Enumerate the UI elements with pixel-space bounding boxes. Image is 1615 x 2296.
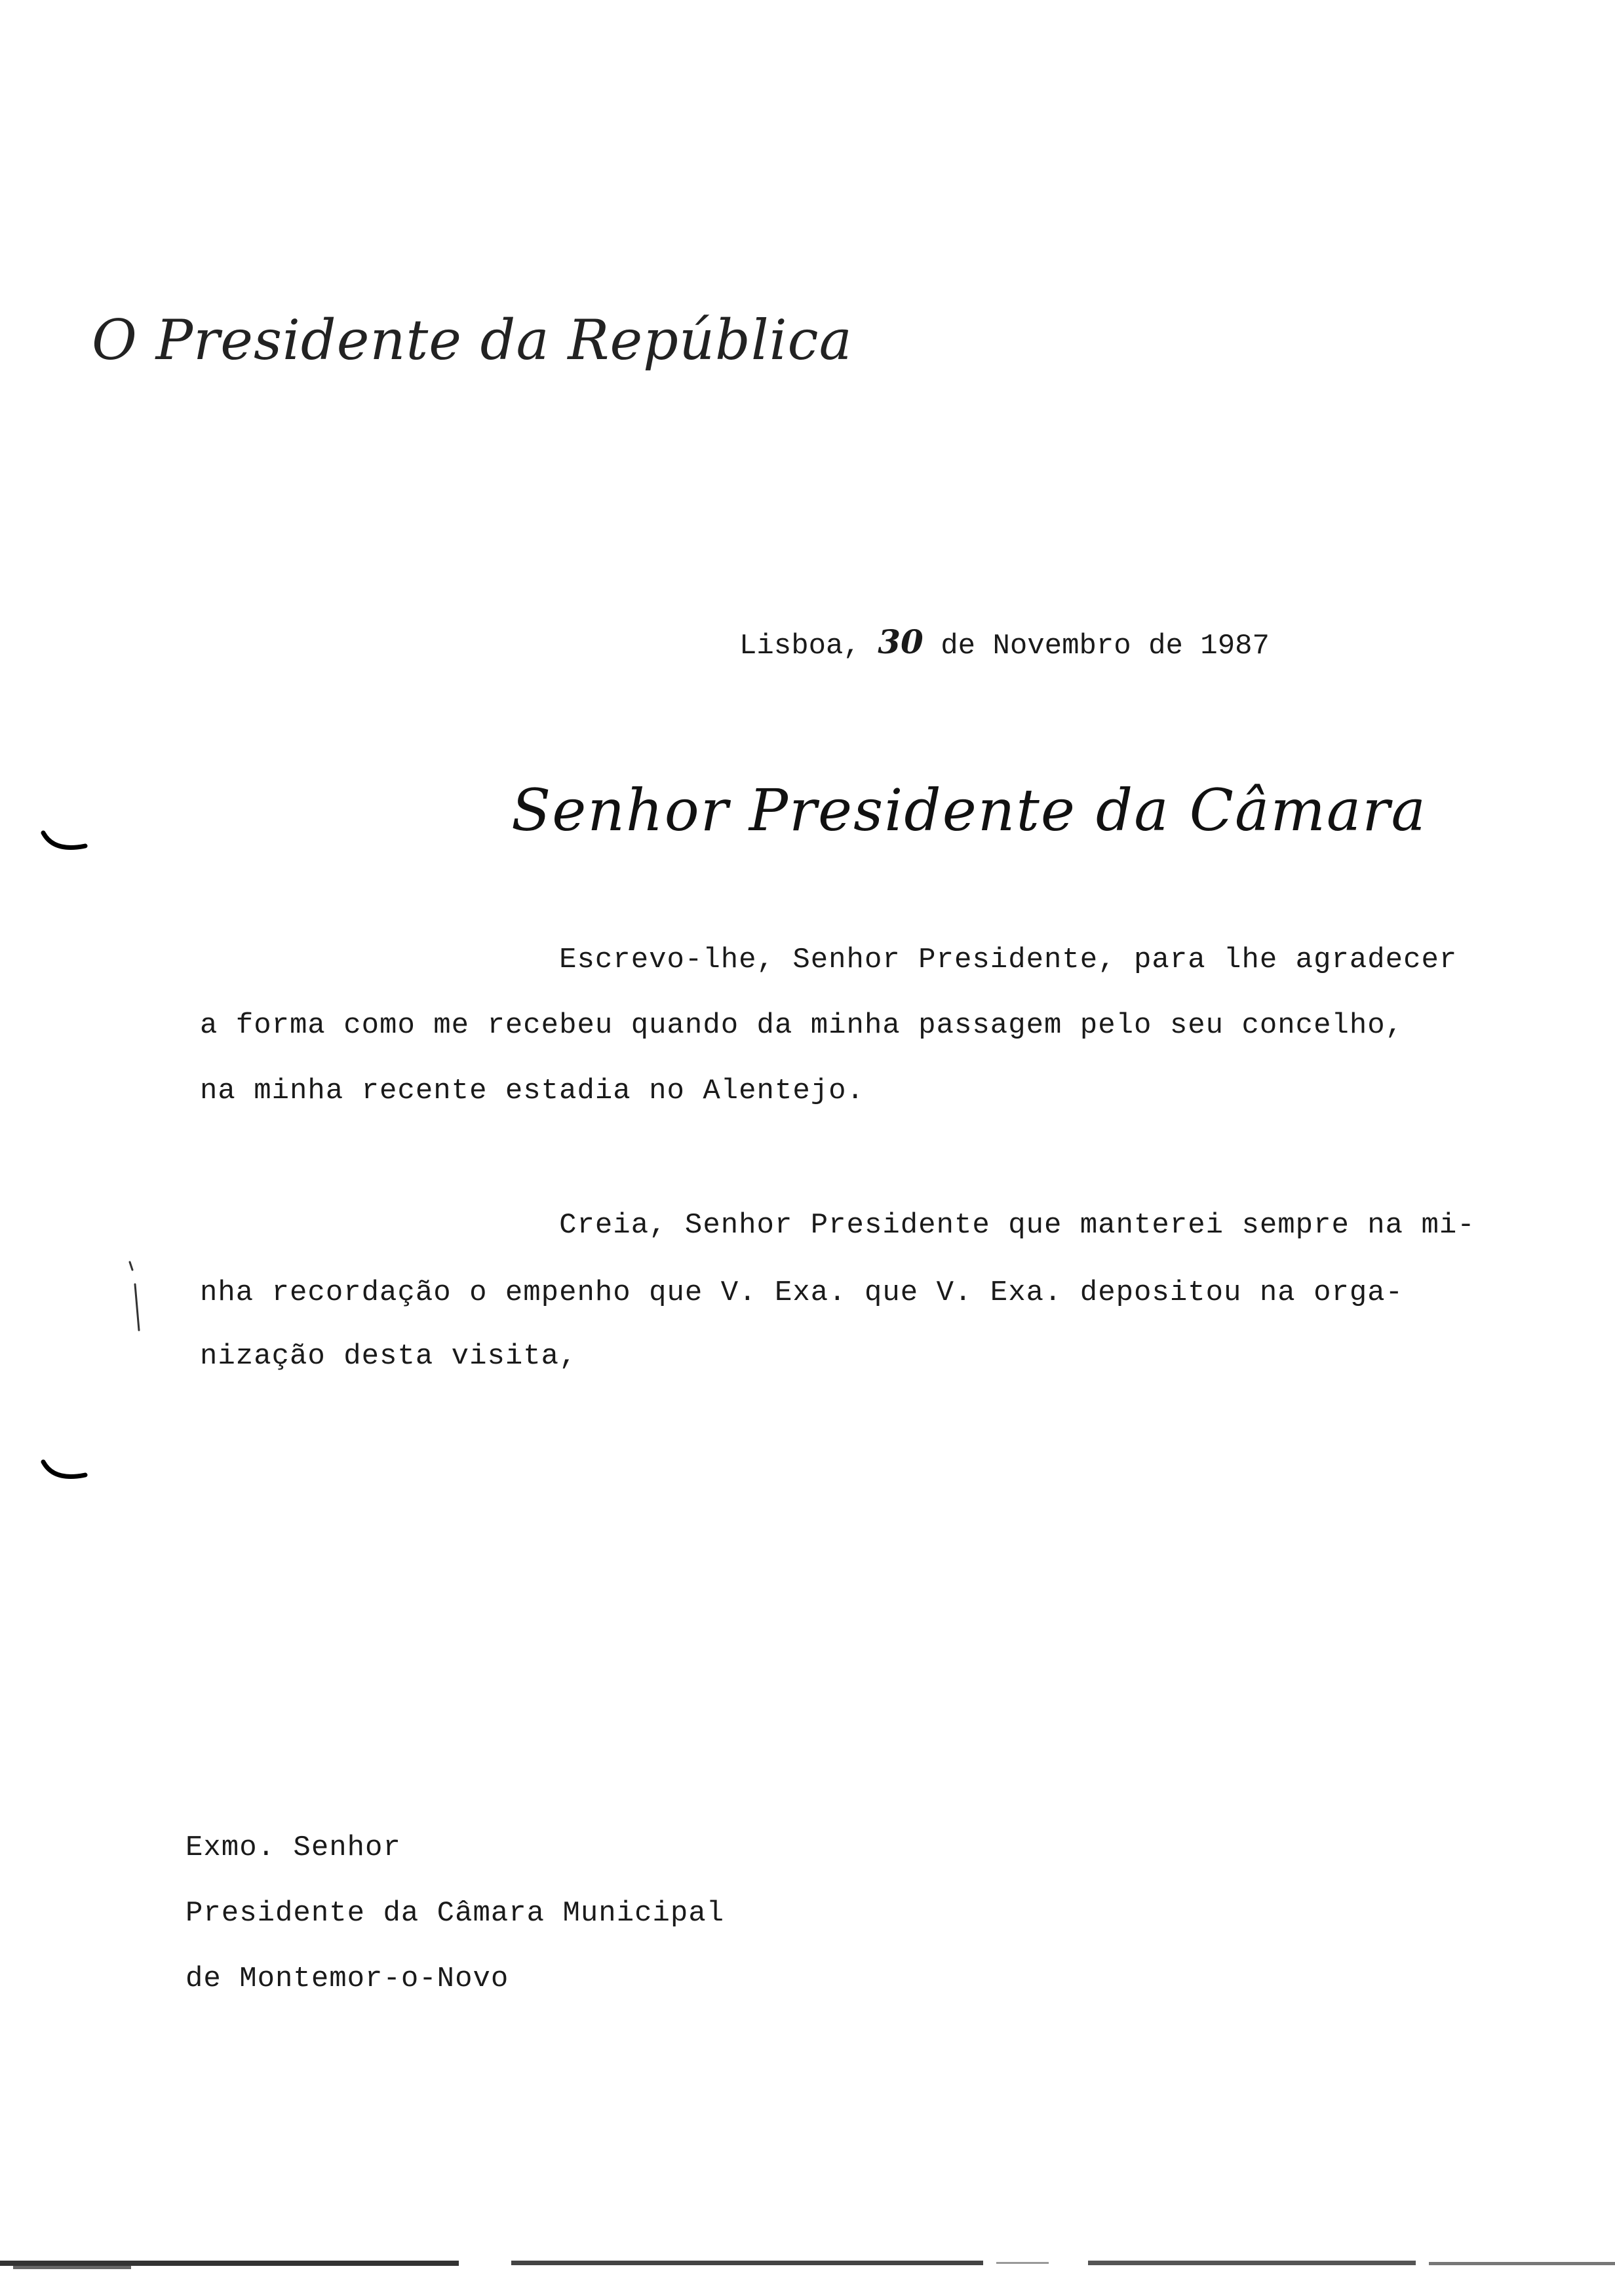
date-rest: de Novembro de 1987: [923, 630, 1270, 662]
date-day: 30: [878, 622, 924, 661]
paragraph-2-line-2: nha recordação o empenho que V. Exa. que V. Exa. depositou na orga-: [200, 1276, 1404, 1309]
address-line-1: Exmo. Senhor: [185, 1831, 401, 1864]
punch-mark-bottom: [39, 1458, 92, 1491]
punch-mark-top: [39, 829, 92, 862]
paragraph-1-line-3: na minha recente estadia no Alentejo.: [200, 1075, 865, 1107]
date-city: Lisboa,: [739, 630, 878, 662]
paragraph-1-line-1: Escrevo-lhe, Senhor Presidente, para lhe agradecer: [200, 944, 1458, 976]
paragraph-2-line-3: nização desta visita,: [200, 1340, 577, 1373]
paragraph-1-line-2: a forma como me recebeu quando da minha passagem pelo seu concelho,: [200, 1009, 1404, 1042]
scan-artifact-bar: [0, 2257, 1615, 2271]
letterhead: O Presidente da República: [92, 308, 853, 372]
address-line-3: de Montemor-o-Novo: [185, 1962, 509, 1995]
paragraph-2-line-1: Creia, Senhor Presidente que manterei sempre na mi-: [200, 1209, 1475, 1242]
handwritten-salutation: Senhor Presidente da Câmara: [511, 776, 1427, 844]
margin-pen-mark: [125, 1258, 157, 1337]
date-line: [739, 622, 1270, 662]
address-line-2: Presidente da Câmara Municipal: [185, 1897, 725, 1930]
